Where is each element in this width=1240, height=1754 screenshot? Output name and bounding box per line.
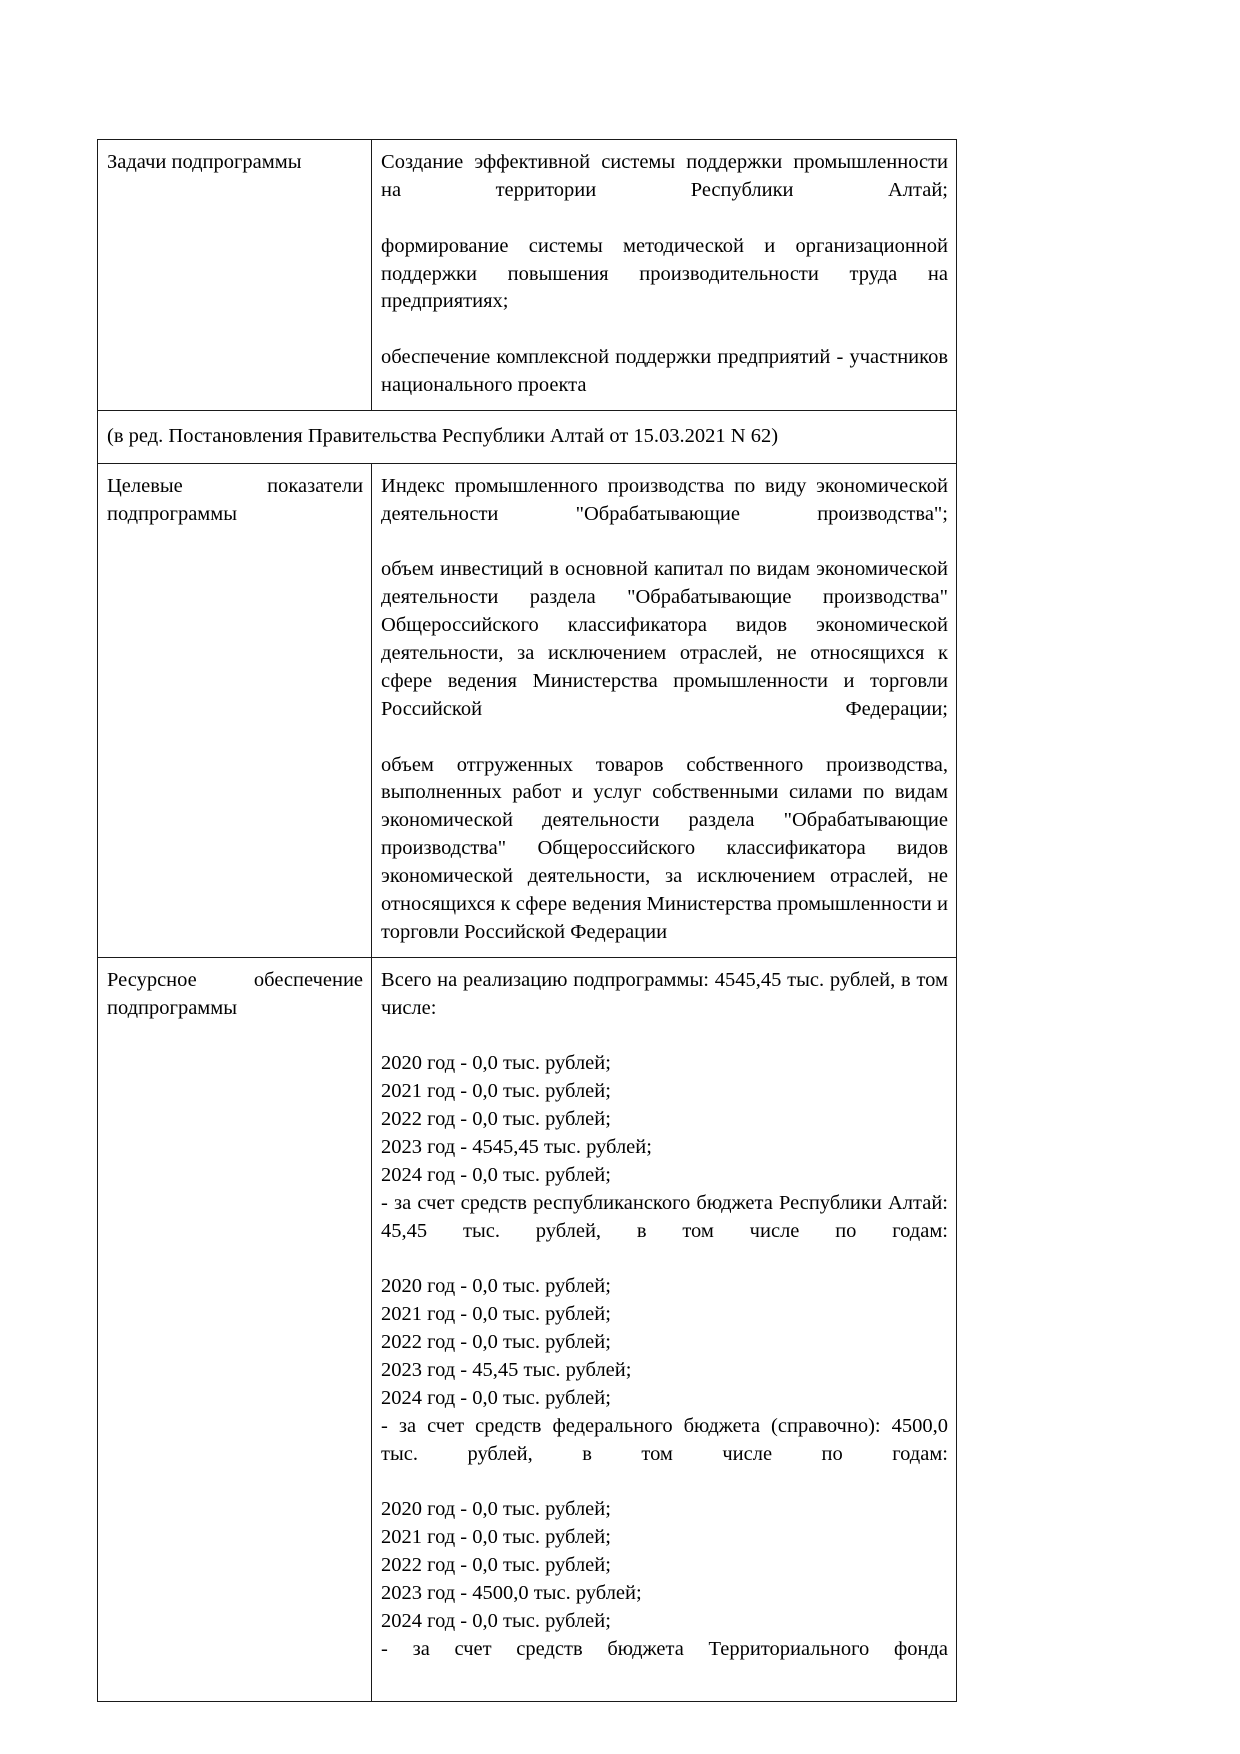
paragraph: объем инвестиций в основной капитал по видам экономической деятельности раздела "Обрабатывающие производства" Общероссийского классификатора видов экономической деятельности, за исключением отраслей, не относящихся к сфере ведения Министерства промышленности и торговли Российской Федерации; <box>381 558 948 720</box>
funding-line: 2020 год - 0,0 тыс. рублей; <box>381 1275 611 1298</box>
row-value-cell-indicators <box>372 463 957 957</box>
funding-line: 2020 год - 0,0 тыс. рублей; <box>381 1052 611 1075</box>
row-label-cell-tasks <box>98 140 372 411</box>
row-label-cell-indicators <box>98 463 372 957</box>
funding-line: 2023 год - 4500,0 тыс. рублей; <box>381 1581 642 1604</box>
funding-line: 2022 год - 0,0 тыс. рублей; <box>381 1331 611 1353</box>
funding-line: 2023 год - 4545,45 тыс. рублей; <box>381 1135 652 1158</box>
funding-line: 2022 год - 0,0 тыс. рублей; <box>381 1108 611 1130</box>
row-label-text: Задачи подпрограммы <box>107 151 302 173</box>
table-row-amendment-note <box>98 410 957 463</box>
row-label-cell-resources <box>98 957 372 1702</box>
funding-line: 2020 год - 0,0 тыс. рублей; <box>381 1498 611 1521</box>
row-value-cell-tasks <box>372 140 957 411</box>
funding-line: 2021 год - 0,0 тыс. рублей; <box>381 1080 611 1103</box>
table-row <box>98 463 957 957</box>
table-row <box>98 957 957 1702</box>
amendment-note-text: (в ред. Постановления Правительства Республики Алтай от 15.03.2021 N 62) <box>107 424 779 447</box>
funding-line: - за счет средств бюджета Территориального фонда <box>381 1637 948 1660</box>
funding-line: 2024 год - 0,0 тыс. рублей; <box>381 1609 611 1632</box>
funding-line: Всего на реализацию подпрограммы: 4545,45 тыс. рублей, в том числе: <box>381 968 948 1019</box>
program-passport-table <box>97 139 957 1702</box>
paragraph: формирование системы методической и организационной поддержки повышения производительности труда на предприятиях; <box>381 234 948 313</box>
table-row <box>98 140 957 411</box>
row-label-text: Ресурсное обеспечение подпрограммы <box>107 968 364 1019</box>
funding-line: - за счет средств федерального бюджета (справочно): 4500,0 тыс. рублей, в том числе по годам: <box>381 1414 948 1465</box>
row-label-text: Целевые показатели подпрограммы <box>107 474 364 525</box>
funding-line: 2024 год - 0,0 тыс. рублей; <box>381 1163 611 1186</box>
funding-line: 2021 год - 0,0 тыс. рублей; <box>381 1303 611 1326</box>
funding-line: 2023 год - 45,45 тыс. рублей; <box>381 1358 632 1381</box>
paragraph: обеспечение комплексной поддержки предприятий - участников национального проекта <box>381 346 948 396</box>
paragraph: Индекс промышленного производства по виду экономической деятельности "Обрабатывающие производства"; <box>381 474 948 525</box>
funding-line: 2022 год - 0,0 тыс. рублей; <box>381 1554 611 1576</box>
funding-line: - за счет средств республиканского бюджета Республики Алтай: 45,45 тыс. рублей, в том числе по годам: <box>381 1191 948 1242</box>
funding-line: 2021 год - 0,0 тыс. рублей; <box>381 1526 611 1549</box>
row-value-cell-resources <box>372 957 957 1702</box>
amendment-note-cell <box>98 410 957 463</box>
paragraph: Создание эффективной системы поддержки промышленности на территории Республики Алтай; <box>381 151 948 201</box>
funding-line: 2024 год - 0,0 тыс. рублей; <box>381 1386 611 1409</box>
paragraph: объем отгруженных товаров собственного производства, выполненных работ и услуг собственными силами по видам экономической деятельности раздела "Обрабатывающие производства" Общероссийского классификатора видов экономической деятельности, за исключением отраслей, не относящихся к сфере ведения Министерства промышленности и торговли Российской Федерации <box>381 753 948 943</box>
